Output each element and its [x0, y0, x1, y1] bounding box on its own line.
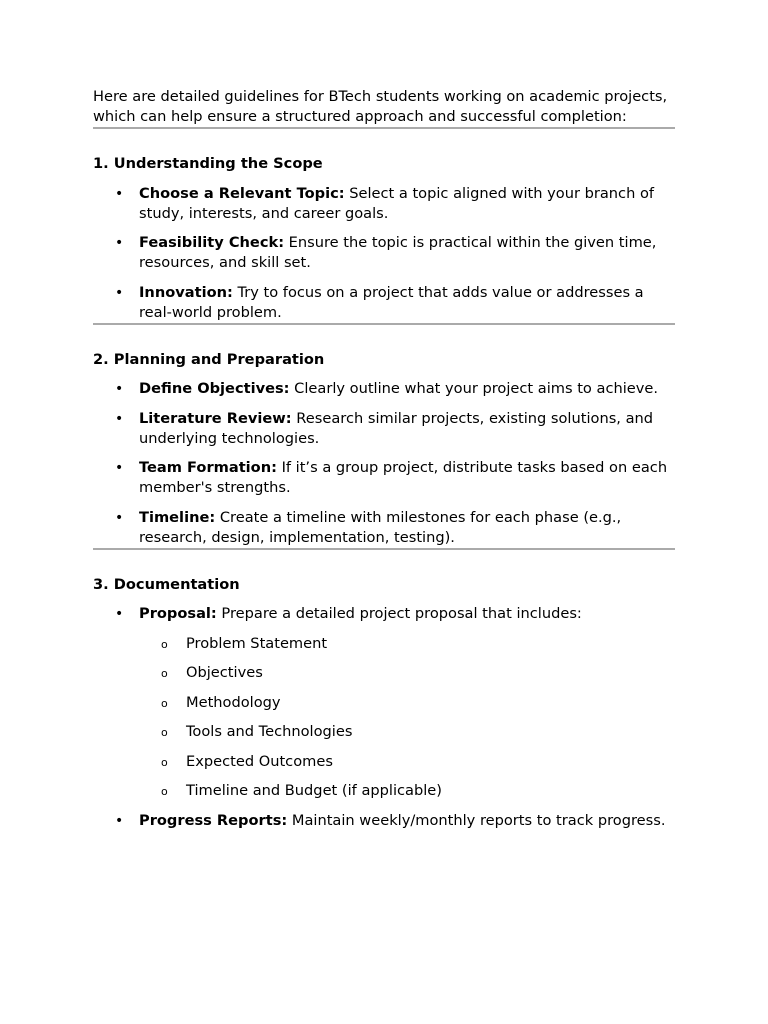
section-divider	[93, 323, 675, 325]
list-item	[93, 184, 675, 224]
item-label: Team Formation:	[139, 459, 277, 476]
sub-item-text: Methodology	[186, 693, 281, 711]
sub-bullet-list	[139, 634, 675, 802]
item-label: Define Objectives:	[139, 380, 290, 397]
sub-item-text: Tools and Technologies	[186, 723, 353, 740]
list-item	[93, 604, 675, 801]
list-item	[93, 283, 675, 323]
section-documentation	[93, 575, 675, 831]
bullet-list	[93, 604, 675, 831]
sub-item-text: Problem Statement	[186, 634, 328, 652]
document-page	[93, 86, 675, 831]
circle-bullet-icon: o	[161, 667, 168, 680]
bullet-list	[93, 184, 675, 323]
sub-list-item	[139, 722, 675, 742]
item-label: Timeline:	[139, 508, 216, 526]
item-text: Research similar projects, existing solutions, and underlying technologies.	[139, 409, 654, 447]
sub-list-item	[139, 693, 675, 713]
bullet-icon: •	[115, 410, 124, 427]
item-text: Create a timeline with milestones for each phase (e.g., research, design, implementation, testing).	[139, 508, 622, 546]
item-text: If it’s a group project, distribute tasks based on each member's strengths.	[139, 459, 668, 496]
list-item	[93, 508, 675, 548]
section-divider	[93, 548, 675, 550]
list-item	[93, 458, 675, 498]
item-text: Ensure the topic is practical within the given time, resources, and skill set.	[139, 234, 657, 271]
sub-item-text: Timeline and Budget (if applicable)	[186, 782, 442, 799]
bullet-icon: •	[115, 460, 124, 476]
bullet-icon: •	[115, 812, 124, 829]
circle-bullet-icon: o	[161, 637, 168, 651]
item-text: Select a topic aligned with your branch of study, interests, and career goals.	[139, 184, 655, 222]
circle-bullet-icon: o	[161, 696, 168, 710]
sub-list-item	[139, 781, 675, 801]
intro-paragraph: Here are detailed guidelines for BTech students working on academic projects, which can help ensure a structured approach and successful completion:	[93, 88, 668, 125]
sub-item-text: Objectives	[186, 664, 263, 681]
section-planning-preparation	[93, 350, 675, 548]
item-label: Proposal:	[139, 605, 217, 622]
bullet-icon: •	[115, 185, 124, 202]
item-label: Innovation:	[139, 283, 233, 301]
item-label: Choose a Relevant Topic:	[139, 184, 345, 202]
list-item	[93, 811, 675, 831]
bullet-icon: •	[115, 381, 124, 397]
sub-item-text: Expected Outcomes	[186, 752, 333, 770]
item-text: Maintain weekly/monthly reports to track progress.	[287, 811, 666, 829]
list-item	[93, 233, 675, 273]
bullet-icon: •	[115, 235, 124, 251]
sub-list-item	[139, 752, 675, 772]
section-title: 2. Planning and Preparation	[93, 350, 325, 368]
item-label: Progress Reports:	[139, 811, 288, 829]
section-understanding-scope	[93, 154, 675, 323]
section-title: 3. Documentation	[93, 575, 240, 593]
sub-list-item	[139, 663, 675, 683]
item-text: Clearly outline what your project aims to achieve.	[289, 380, 659, 397]
item-label: Feasibility Check:	[139, 234, 285, 251]
circle-bullet-icon: o	[161, 785, 168, 798]
bullet-icon: •	[115, 606, 124, 622]
bullet-icon: •	[115, 509, 124, 526]
bullet-icon: •	[115, 284, 124, 301]
circle-bullet-icon: o	[161, 755, 168, 769]
section-divider	[93, 127, 675, 129]
list-item	[93, 379, 675, 399]
item-text: Try to focus on a project that adds value or addresses a real-world problem.	[139, 283, 644, 321]
sub-list-item	[139, 634, 675, 654]
list-item	[93, 409, 675, 449]
bullet-list	[93, 379, 675, 548]
section-title: 1. Understanding the Scope	[93, 155, 323, 172]
circle-bullet-icon: o	[161, 726, 168, 739]
item-label: Literature Review:	[139, 409, 292, 427]
item-text: Prepare a detailed project proposal that includes:	[216, 605, 582, 622]
